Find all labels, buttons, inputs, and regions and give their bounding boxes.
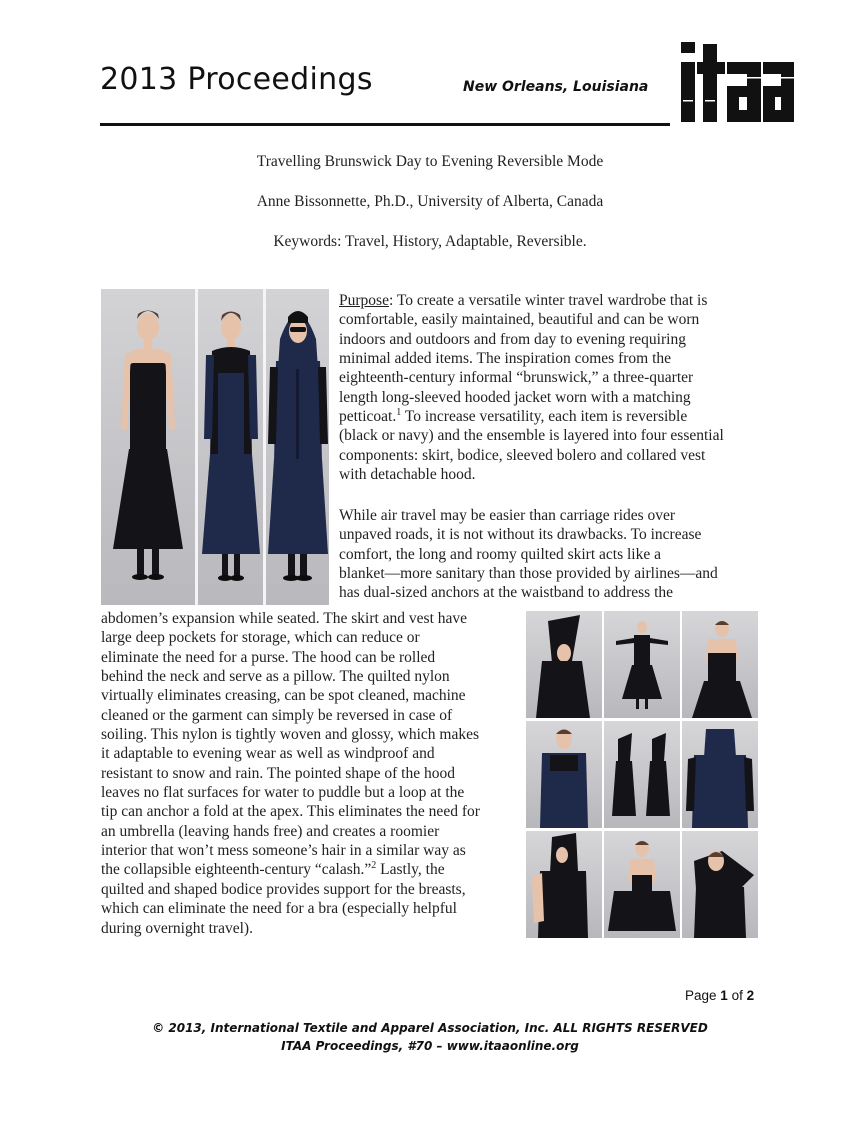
text-line: which can eliminate the need for a bra (especially helpful [101,900,457,918]
text-line: petticoat. [339,408,397,426]
travel-paragraph [339,506,762,603]
text-line: leaves no flat surfaces for water to puddle but a loop at the [101,784,465,802]
text-line: soiling. This nylon is tightly woven and glossy, which makes [101,726,480,744]
text-line: comfort, the long and roomy quilted skirt acts like a [339,545,661,563]
page-current: 1 [720,988,728,1003]
text-line: eliminate the need for a purse. The hood can be rolled [101,648,436,666]
text-line: (black or navy) and the ensemble is layered into four essential [339,427,724,445]
text-line: interior that won’t mess someone’s hair in a similar way as [101,842,466,860]
text-line: minimal added items. The inspiration comes from the [339,350,672,368]
text-line: quilted and shaped bodice provides support for the breasts, [101,880,466,898]
purpose-paragraph [339,291,762,484]
text-line: resistant to snow and rain. The pointed shape of the hood [101,764,455,782]
footnote-marker-1: 1 [396,407,402,419]
text-line: blanket—more sanitary than those provided by airlines—and [339,565,718,583]
conference-location: New Orleans, Louisiana [463,79,649,95]
page-of: of [731,988,743,1003]
garment-photo-grid [526,611,758,938]
page-word: Page [685,988,717,1003]
text-line: length long-sleeved hooded jacket worn with a matching [339,388,691,406]
purpose-heading: Purpose [339,292,389,309]
proceedings-title: 2013 Proceedings [100,62,373,97]
copyright-notice: © 2013, International Textile and Apparel Association, Inc. ALL RIGHTS RESERVED [152,1021,708,1035]
text-line: abdomen’s expansion while seated. The skirt and vest have [101,610,468,627]
text-line: tip can anchor a fold at the apex. This eliminates the need for [101,803,480,821]
photo-back-strapless [682,611,758,718]
text-line: components: skirt, bodice, sleeved bolero and collared vest [339,446,706,464]
text-line: large deep pockets for storage, which can reduce or [101,629,420,647]
text-line: To increase versatility, each item is reversible [401,408,688,426]
header-rule [100,123,670,126]
text-line: indoors and outdoors and from day to evening requiring [339,330,686,348]
photo-seated-skirt [604,831,680,938]
text-line: : To create a versatile winter travel wardrobe that is [388,292,708,309]
photo-hood-down [682,831,758,938]
photo-collar-back [682,721,758,828]
itaa-logo-mark [679,40,795,124]
text-line: unpaved roads, it is not without its drawbacks. To increase [339,526,702,544]
page-total: 2 [746,988,755,1003]
paper-keywords: Keywords: Travel, History, Adaptable, Reversible. [273,233,587,250]
photo-hood-side [526,611,602,718]
continuation-paragraph [101,609,521,938]
photo-collar-profile [526,831,602,938]
photo-hooded-vest [266,289,329,605]
text-line: While air travel may be easier than carriage rides over [339,507,676,524]
proceedings-citation: ITAA Proceedings, #70 – www.itaaonline.org [281,1039,579,1053]
text-line: virtually eliminates creasing, can be spot cleaned, machine [101,687,466,705]
paper-title: Travelling Brunswick Day to Evening Reversible Mode [256,153,604,170]
text-line: the collapsible eighteenth-century “calash.” [101,861,372,879]
page-number [685,988,754,1003]
ensemble-photo-strip [101,289,329,605]
text-line: has dual-sized anchors at the waistband to address the [339,584,674,602]
text-line: comfortable, easily maintained, beautiful and can be worn [339,311,700,329]
text-line: with detachable hood. [339,466,476,484]
photo-arms-out [604,611,680,718]
itaa-logo [679,40,795,124]
text-line: it adaptable to evening wear as well as windproof and [101,745,435,763]
text-line: behind the neck and serve as a pillow. The quilted nylon [101,668,450,686]
photo-strapless-black [101,289,195,605]
photo-hood-profiles [604,721,680,828]
photo-navy-front [526,721,602,828]
text-line: Lastly, the [376,861,445,879]
text-line: eighteenth-century informal “brunswick,” a three-quarter [339,369,694,387]
paper-author: Anne Bissonnette, Ph.D., University of Alberta, Canada [256,193,604,210]
footnote-marker-2: 2 [371,860,377,872]
text-line: during overnight travel). [101,919,253,937]
photo-navy-bolero [198,289,263,605]
text-line: cleaned or the garment can simply be reversed in case of [101,706,453,724]
text-line: an umbrella (leaving hands free) and creates a roomier [101,822,440,840]
